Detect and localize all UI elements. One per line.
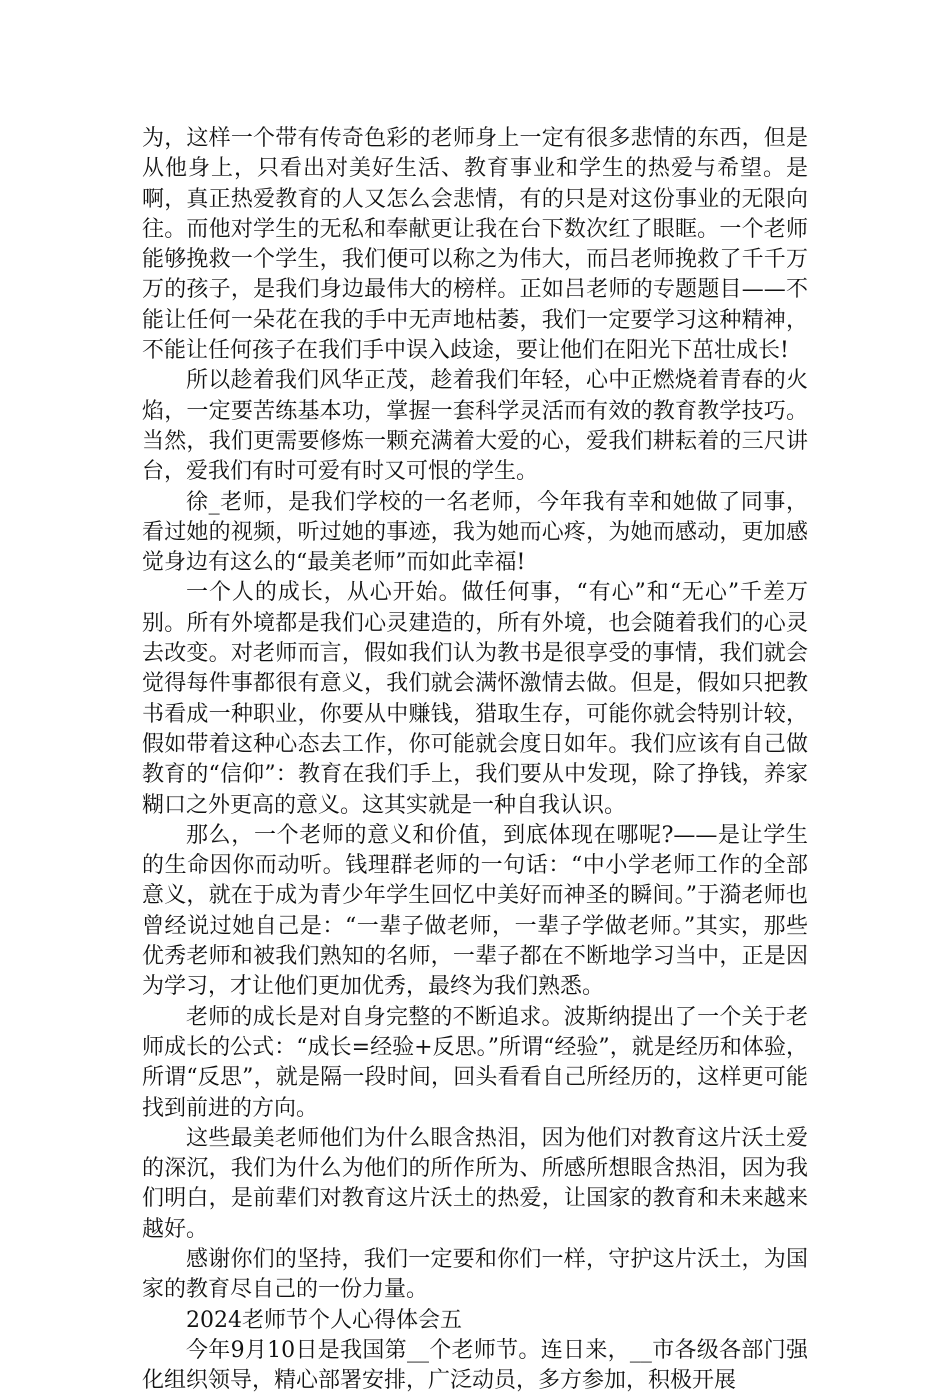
document-page — [142, 124, 808, 1396]
paragraph-5: 那么，一个老师的意义和价值，到底体现在哪呢?——是让学生的生命因你而动听。钱理群老师的一句话：“中小学老师工作的全部意义，就在于成为青少年学生回忆中美好而神圣的瞬间。”于漪老师也曾经说过她自己是：“一辈子做老师，一辈子学做老师。”其实，那些优秀老师和被我们熟知的名师，一辈子都在不断地学习当中，正是因为学习，才让他们更加优秀，最终为我们熟悉。 — [142, 822, 808, 1000]
paragraph-3: 徐_老师，是我们学校的一名老师，今年我有幸和她做了同事，看过她的视频，听过她的事迹，我为她而心疼，为她而感动，更加感觉身边有这么的“最美老师”而如此幸福! — [142, 489, 808, 576]
paragraph-9: 今年9月10日是我国第__个老师节。连日来，__市各级各部门强化组织领导，精心部署安排，广泛动员，多方参加，积极开展 — [142, 1337, 808, 1394]
paragraph-6: 老师的成长是对自身完整的不断追求。波斯纳提出了一个关于老师成长的公式：“成长=经验+反思。”所谓“经验”，就是经历和体验，所谓“反思”，就是隔一段时间，回头看看自己所经历的，这样更可能找到前进的方向。 — [142, 1004, 808, 1121]
paragraph-7: 这些最美老师他们为什么眼含热泪，因为他们对教育这片沃土爱的深沉，我们为什么为他们的所作所为、所感所想眼含热泪，因为我们明白，是前辈们对教育这片沃土的热爱，让国家的教育和未来越来越好。 — [142, 1125, 808, 1242]
paragraph-4: 一个人的成长，从心开始。做任何事，“有心”和“无心”千差万别。所有外境都是我们心灵建造的，所有外境，也会随着我们的心灵去改变。对老师而言，假如我们认为教书是很享受的事情，我们就会觉得每件事都很有意义，我们就会满怀激情去做。但是，假如只把教书看成一种职业，你要从中赚钱，猎取生存，可能你就会特别计较，假如带着这种心态去工作，你可能就会度日如年。我们应该有自己做教育的“信仰”：教育在我们手上，我们要从中发现，除了挣钱，养家糊口之外更高的意义。这其实就是一种自我认识。 — [142, 580, 808, 818]
paragraph-2: 所以趁着我们风华正茂，趁着我们年轻，心中正燃烧着青春的火焰，一定要苦练基本功，掌握一套科学灵活而有效的教育教学技巧。当然，我们更需要修炼一颗充满着大爱的心，爱我们耕耘着的三尺讲台，爱我们有时可爱有时又可恨的学生。 — [142, 368, 808, 485]
paragraph-8: 感谢你们的坚持，我们一定要和你们一样，守护这片沃土，为国家的教育尽自己的一份力量。 — [142, 1246, 808, 1303]
section-heading: 2024老师节个人心得体会五 — [186, 1307, 462, 1333]
paragraph-1: 为，这样一个带有传奇色彩的老师身上一定有很多悲情的东西，但是从他身上，只看出对美好生活、教育事业和学生的热爱与希望。是啊，真正热爱教育的人又怎么会悲情，有的只是对这份事业的无限向往。而他对学生的无私和奉献更让我在台下数次红了眼眶。一个老师能够挽救一个学生，我们便可以称之为伟大，而吕老师挽救了千千万万的孩子，是我们身边最伟大的榜样。正如吕老师的专题题目——不能让任何一朵花在我的手中无声地枯萎，我们一定要学习这种精神，不能让任何孩子在我们手中误入歧途，要让他们在阳光下茁壮成长! — [142, 126, 808, 364]
